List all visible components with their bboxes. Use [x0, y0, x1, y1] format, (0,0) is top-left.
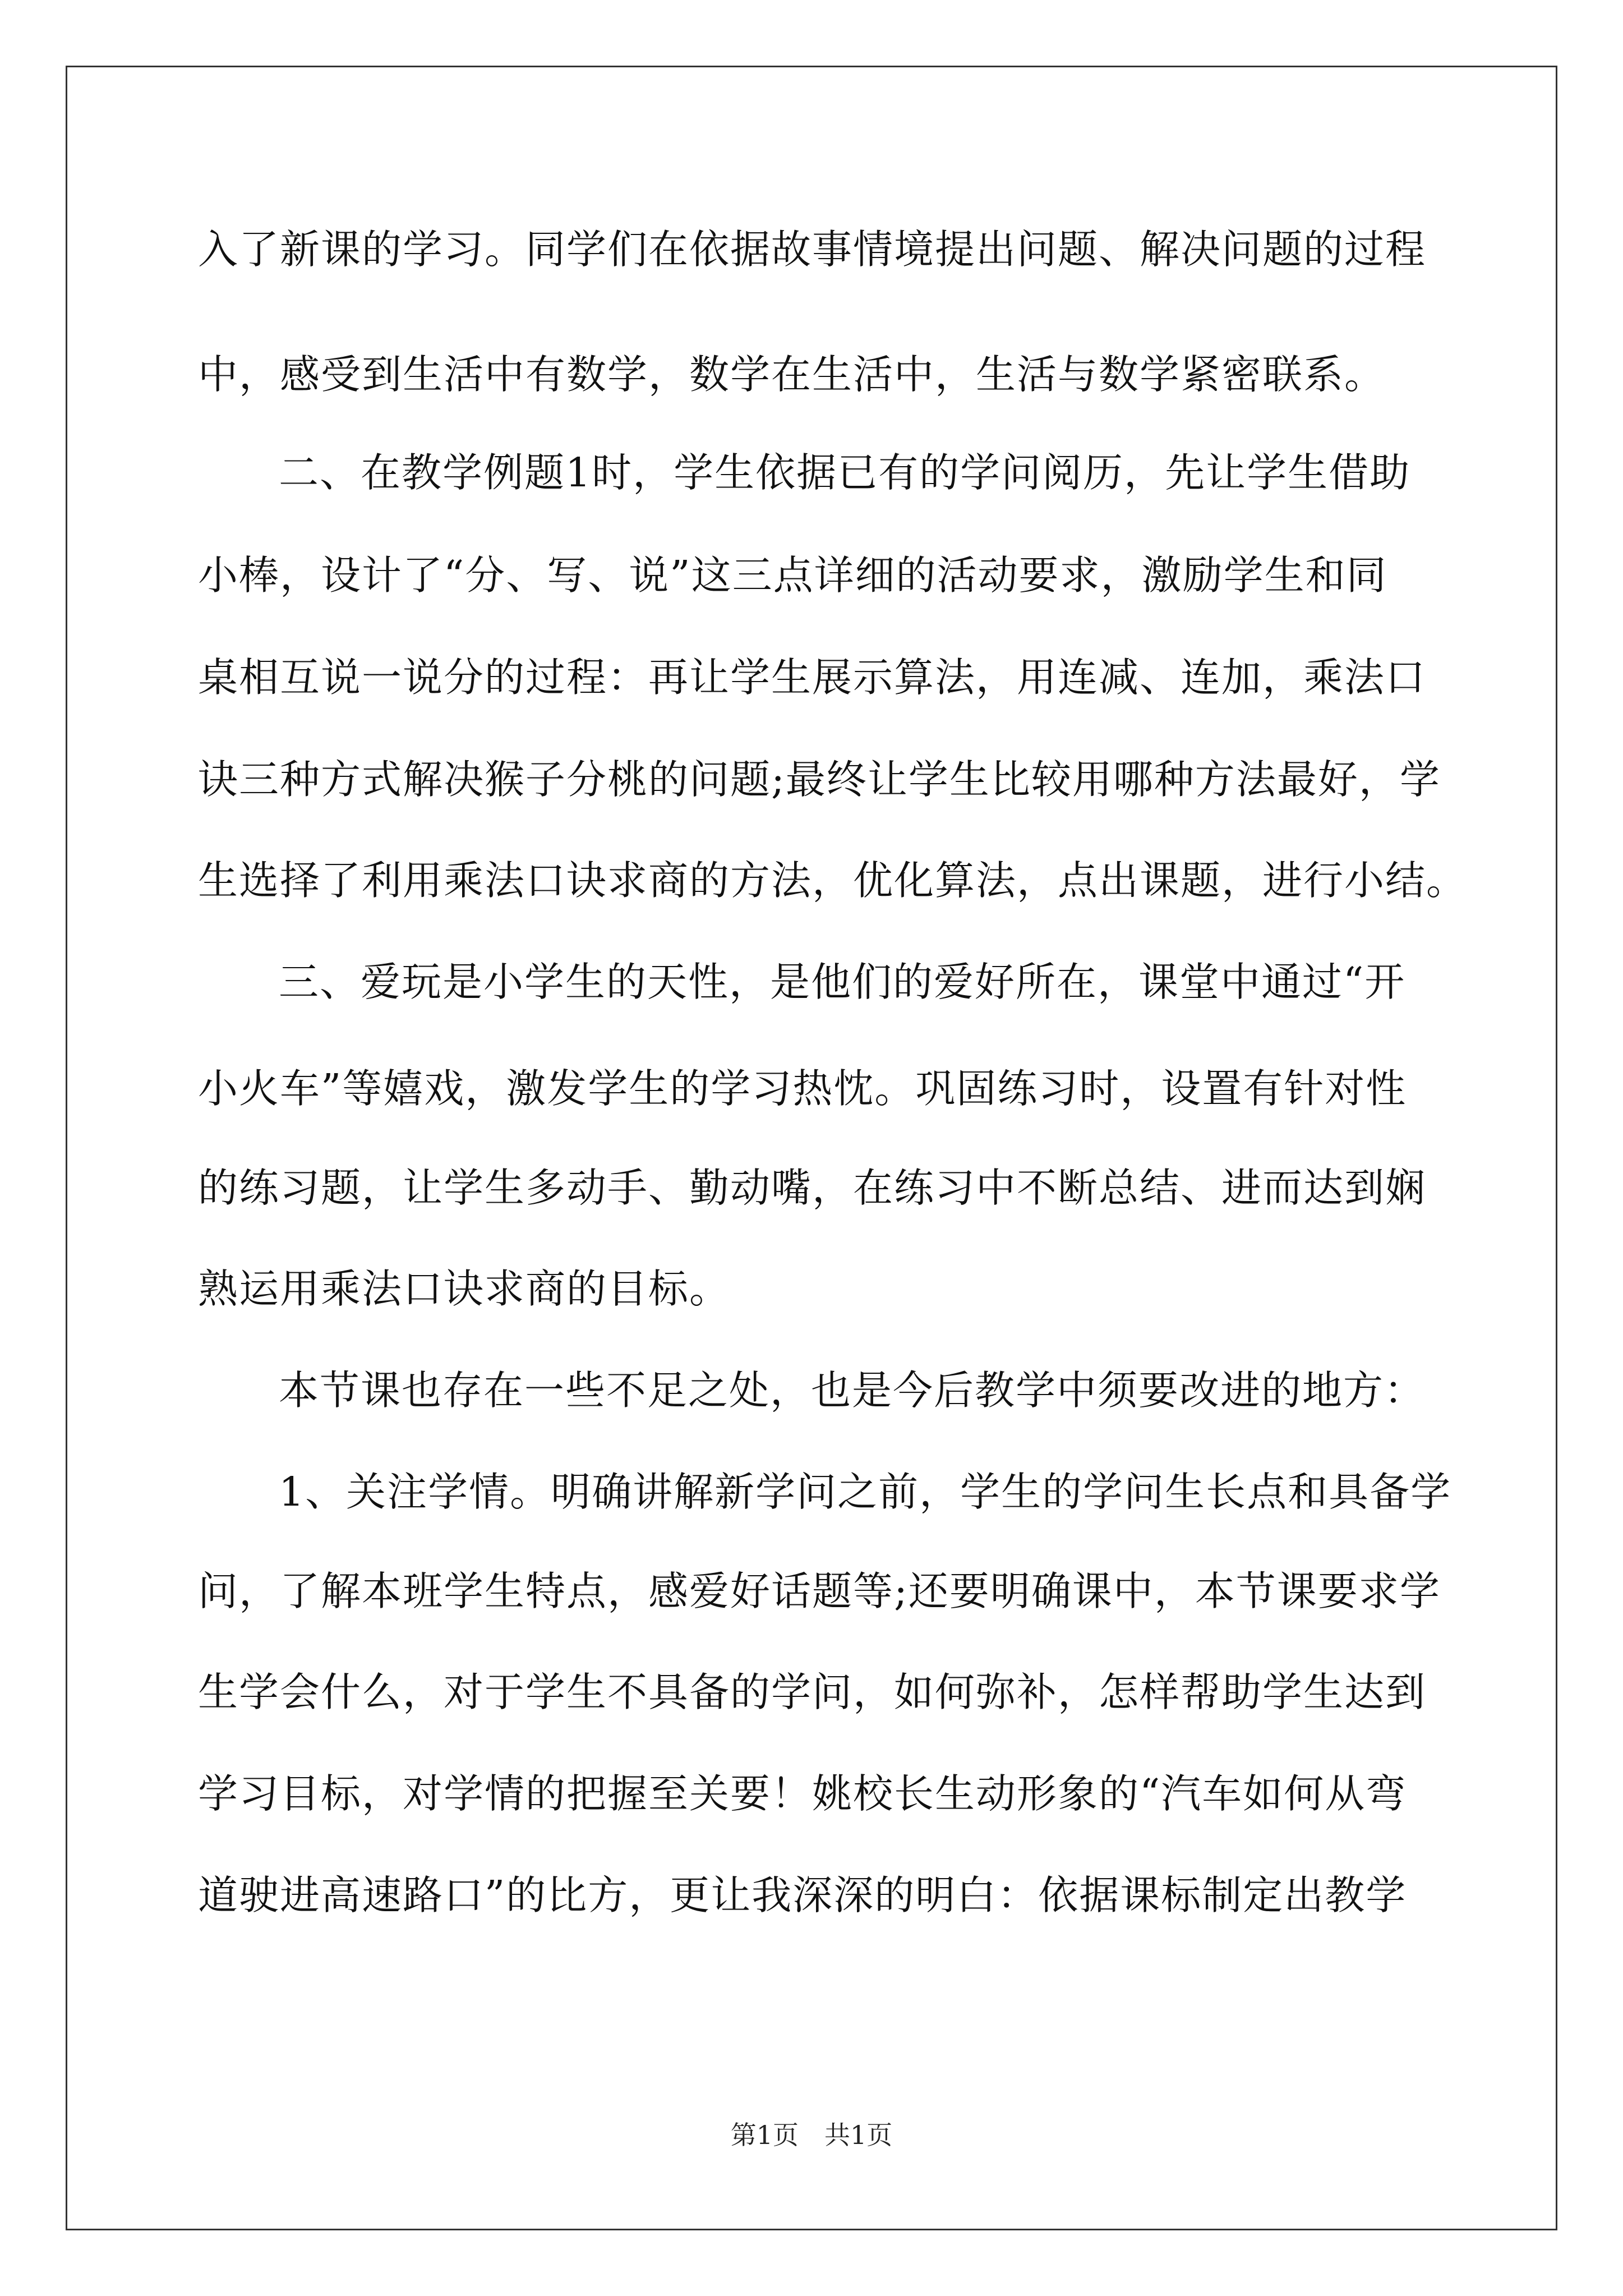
text-line: 生学会什么，对于学生不具备的学问，如何弥补，怎样帮助学生达到: [198, 1669, 1427, 1715]
text-line: 桌相互说一说分的过程：再让学生展示算法，用连减、连加，乘法口: [198, 654, 1427, 701]
text-line: 的练习题，让学生多动手、勤动嘴，在练习中不断总结、进而达到娴: [198, 1165, 1427, 1211]
text-line: 1、关注学情。明确讲解新学问之前，学生的学问生长点和具备学: [279, 1469, 1452, 1515]
text-line: 小火车”等嬉戏，激发学生的学习热忱。巩固练习时，设置有针对性: [198, 1065, 1407, 1112]
text-line: 问，了解本班学生特点，感爱好话题等;还要明确课中，本节课要求学: [198, 1568, 1441, 1614]
text-line: 本节课也存在一些不足之处，也是今后教学中须要改进的地方：: [279, 1367, 1426, 1414]
text-line: 小棒，设计了“分、写、说”这三点详细的活动要求，激励学生和同: [198, 552, 1387, 599]
page-footer: 第1页 共1页: [730, 2120, 893, 2150]
text-line: 中，感受到生活中有数学，数学在生活中，生活与数学紧密联系。: [198, 351, 1386, 398]
text-line: 学习目标，对学情的把握至关要！姚校长生动形象的“汽车如何从弯: [198, 1770, 1407, 1817]
text-line: 入了新课的学习。同学们在依据故事情境提出问题、解决问题的过程: [198, 226, 1427, 273]
text-line: 二、在教学例题1时，学生依据已有的学问阅历，先让学生借助: [279, 449, 1411, 496]
text-line: 道驶进高速路口”的比方，更让我深深的明白：依据课标制定出教学: [198, 1872, 1407, 1918]
text-line: 生选择了利用乘法口诀求商的方法，优化算法，点出课题，进行小结。: [198, 857, 1468, 904]
text-line: 诀三种方式解决猴子分桃的问题;最终让学生比较用哪种方法最好，学: [198, 756, 1441, 803]
text-line: 熟运用乘法口诀求商的目标。: [198, 1266, 731, 1312]
text-line: 三、爱玩是小学生的天性，是他们的爱好所在，课堂中通过“开: [279, 959, 1406, 1005]
